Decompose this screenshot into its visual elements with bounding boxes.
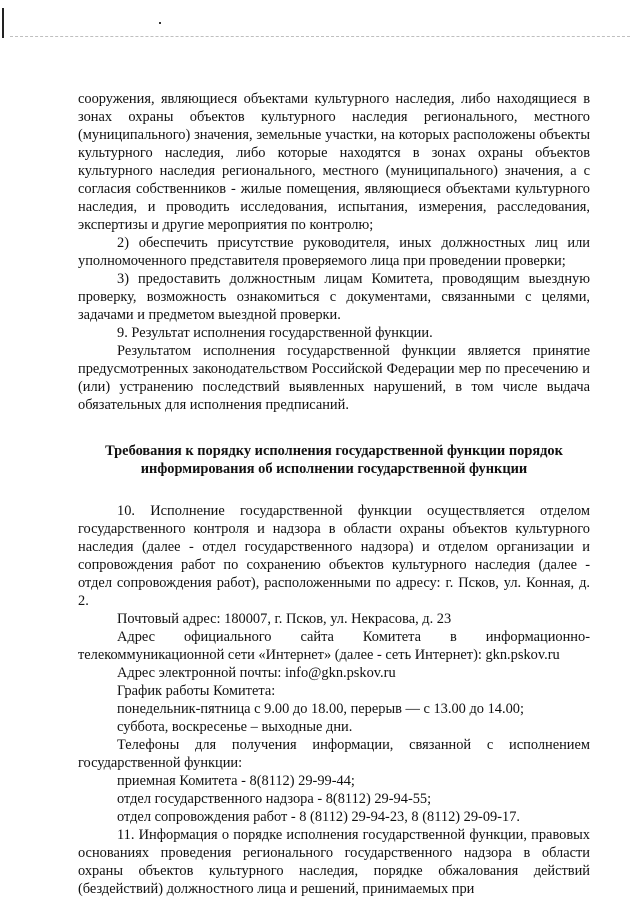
paragraph-phone-support: отдел сопровождения работ - 8 (8112) 29-94-23, 8 (8112) 29-09-17.: [117, 809, 521, 825]
section-heading: Требования к порядку исполнения государственной функции порядок информирования об исполнении государственной функции: [105, 443, 563, 477]
paragraph-item-2: 2) обеспечить присутствие руководителя, иных должностных лиц или уполномоченного представителя проверяемого лица при проведении проверки;: [78, 235, 590, 269]
paragraph-postal-address: Почтовый адрес: 180007, г. Псков, ул. Некрасова, д. 23: [117, 611, 452, 627]
paragraph-objects-access: сооружения, являющиеся объектами культурного наследия, либо находящиеся в зонах охраны объектов культурного наследия регионального, местного (муниципального) значения, земельные участки, на которых расположены объекты культурного наследия, либо которые находятся в зонах охраны объектов культурного наследия регионального, местного (муниципального) значения, а с согласия собственников - жилые помещения, являющиеся объектами культурного наследия, и проводить исследования, испытания, измерения, расследования, экспертизы и другие мероприятия по контролю;: [78, 91, 590, 233]
paragraph-item-3: 3) предоставить должностным лицам Комитета, проводящим выездную проверку, возможность ознакомиться с документами, связанными с целями, задачами и предметом выездной проверки.: [78, 271, 590, 323]
document-page: [78, 90, 590, 898]
paragraph-phone-supervision: отдел государственного надзора - 8(8112) 29-94-55;: [117, 791, 432, 807]
paragraph-website: Адрес официального сайта Комитета в информационно-телекоммуникационной сети «Интернет» (далее - сеть Интернет): gkn.pskov.ru: [78, 629, 590, 663]
paragraph-section-10: 10. Исполнение государственной функции осуществляется отделом государственного контроля и надзора в области охраны объектов культурного наследия (далее - отдел государственного надзора) и отделом организации и сопровождения работ по сохранению объектов культурного наследия (далее - отдел сопровождения работ), расположенными по адресу: г. Псков, ул. Конная, д. 2.: [78, 503, 590, 609]
paragraph-email: Адрес электронной почты: info@gkn.pskov.ru: [117, 665, 396, 681]
paragraph-schedule-weekend: суббота, воскресенье – выходные дни.: [117, 719, 353, 735]
paragraph-section-9: 9. Результат исполнения государственной функции.: [117, 325, 433, 341]
paragraph-schedule-weekdays: понедельник-пятница с 9.00 до 18.00, перерыв — с 13.00 до 14.00;: [117, 701, 524, 717]
paragraph-section-11: 11. Информация о порядке исполнения государственной функции, правовых основаниях проведения регионального государственного надзора в области охраны объектов культурного наследия, порядке обжалования действий (бездействий) должностного лица и решений, принимаемых при: [78, 827, 590, 897]
paragraph-phones-title: Телефоны для получения информации, связанной с исполнением государственной функции:: [78, 737, 590, 771]
scan-dot: [159, 22, 161, 24]
scan-fold-line: [10, 36, 630, 37]
scan-edge-mark: [2, 8, 4, 38]
scan-artifacts: [0, 0, 640, 44]
paragraph-schedule-title: График работы Комитета:: [117, 683, 276, 699]
paragraph-phone-reception: приемная Комитета - 8(8112) 29-99-44;: [117, 773, 355, 789]
paragraph-result: Результатом исполнения государственной функции является принятие предусмотренных законодательством Российской Федерации мер по пресечению и (или) устранению последствий выявленных нарушений, в том числе выдача обязательных для исполнения предписаний.: [78, 343, 590, 413]
